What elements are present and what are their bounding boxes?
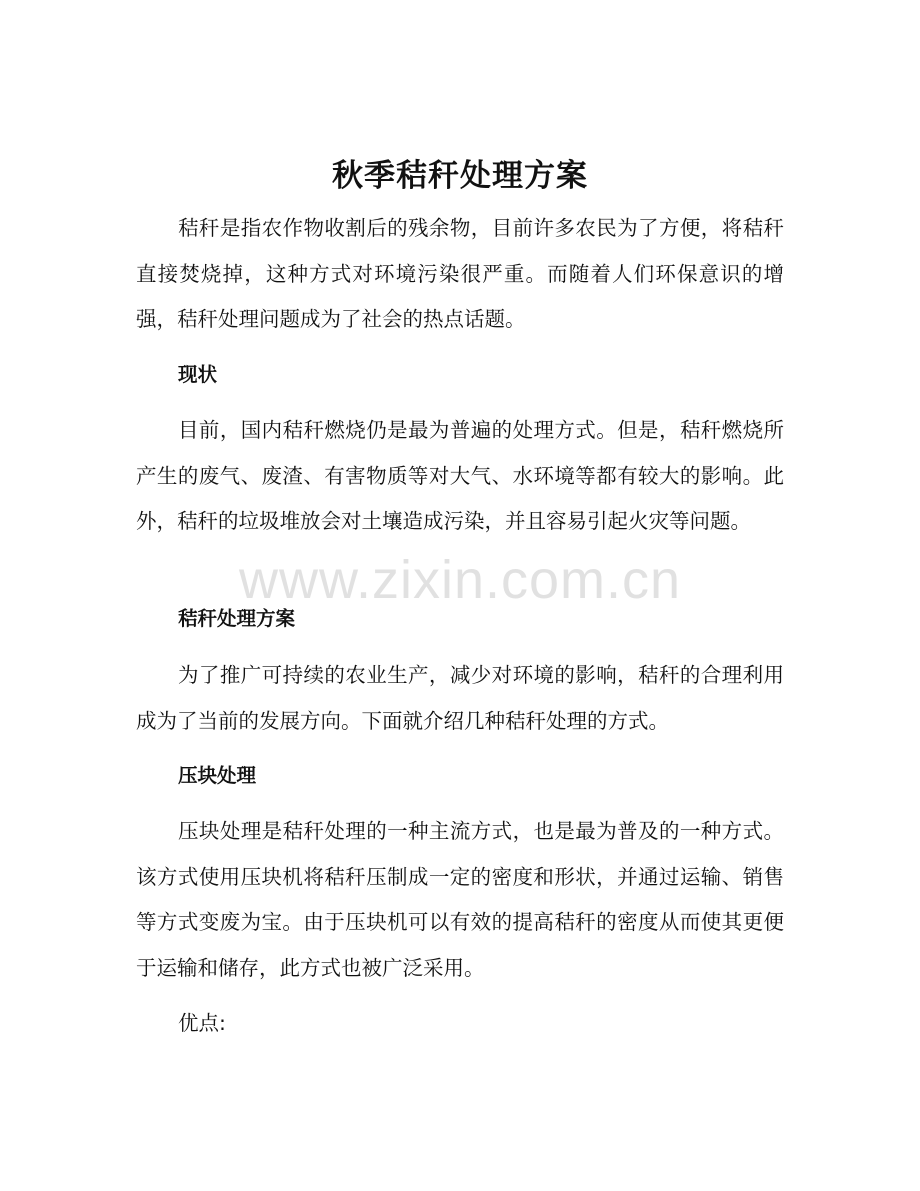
watermark-text: www.zixin.com.cn xyxy=(238,550,682,610)
plan-paragraph: 为了推广可持续的农业生产，减少对环境的影响，秸秆的合理利用成为了当前的发展方向。下面就介绍几种秸秆处理的方式。 xyxy=(136,663,784,733)
section-heading-plan: 秸秆处理方案 xyxy=(178,607,296,630)
status-paragraph: 目前，国内秸秆燃烧仍是最为普遍的处理方式。但是，秸秆燃烧所产生的废气、废渣、有害物质等对大气、水环境等都有较大的影响。此外，秸秆的垃圾堆放会对土壤造成污染，并且容易引起火灾等问题。 xyxy=(136,418,784,533)
document-title: 秋季秸秆处理方案 xyxy=(332,158,588,194)
section-heading-status: 现状 xyxy=(178,363,218,386)
intro-paragraph: 秸秆是指农作物收割后的残余物，目前许多农民为了方便，将秸秆直接焚烧掉，这种方式对环境污染很严重。而随着人们环保意识的增强，秸秆处理问题成为了社会的热点话题。 xyxy=(136,216,784,331)
block-paragraph: 压块处理是秸秆处理的一种主流方式，也是最为普及的一种方式。该方式使用压块机将秸秆压制成一定的密度和形状，并通过运输、销售等方式变废为宝。由于压块机可以有效的提高秸秆的密度从而使其更便于运输和储存，此方式也被广泛采用。 xyxy=(136,819,784,980)
section-heading-block: 压块处理 xyxy=(178,764,257,787)
advantages-label: 优点: xyxy=(178,1011,226,1035)
